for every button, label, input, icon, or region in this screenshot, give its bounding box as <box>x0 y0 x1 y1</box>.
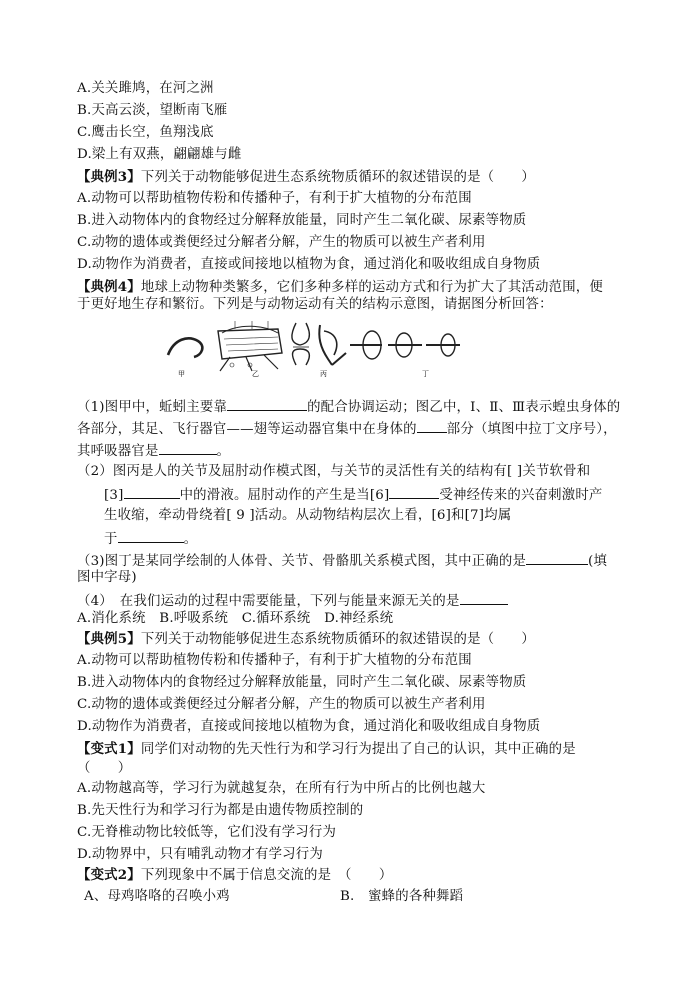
q1-line-2 <box>77 419 617 439</box>
q4-options: A.消化系统 B.呼吸系统 C.循环系统 D.神经系统 <box>77 611 394 626</box>
q1-line-1 <box>77 397 620 417</box>
example-5-option-b: B.进入动物体内的食物经过分解释放能量，同时产生二氧化碳、尿素等物质 <box>77 675 527 690</box>
example-5-stem <box>77 630 535 649</box>
q2-line-1: （2）图丙是人的关节及屈肘动作模式图，与关节的灵活性有关的结构有[ ]关节软骨和 <box>77 464 591 479</box>
figure-svg <box>160 313 470 379</box>
variant-2-tag: 【变式2】 <box>77 867 141 883</box>
variant-1-option-c: C.无脊椎动物比较低等，它们没有学习行为 <box>77 825 337 840</box>
q3-line-1 <box>77 551 607 571</box>
q3-blank[interactable] <box>526 551 588 565</box>
earthworm-drawing <box>168 338 202 357</box>
q2-text-d: 受神经传来的兴奋刺激时产 <box>439 488 603 503</box>
example-3-option-b: B.进入动物体内的食物经过分解释放能量，同时产生二氧化碳、尿素等物质 <box>77 213 527 228</box>
q1-text-c: 各部分，其足、飞行器官——翅等运动器官集中在身体的 <box>77 422 417 437</box>
example-3-text: 下列关于动物能够促进生态系统物质循环的叙述错误的是（ ） <box>140 170 536 185</box>
example-5-text: 下列关于动物能够促进生态系统物质循环的叙述错误的是（ ） <box>140 632 536 647</box>
q3-text-a: （3)图丁是某同学绘制的人体骨、关节、骨骼肌关系模式图，其中正确的是 <box>77 554 527 569</box>
variant-1-stem-2: （ ） <box>77 761 132 776</box>
q2-text-b: [3] <box>104 488 124 503</box>
example-3-option-c: C.动物的遗体或粪便经过分解者分解，产生的物质可以被生产者利用 <box>77 235 486 250</box>
variant-1-tag: 【变式1】 <box>77 741 141 757</box>
variant-1-text: 同学们对动物的先天性行为和学习行为提出了自己的认识，其中正确的是 <box>140 742 576 757</box>
joint-drawing <box>292 323 346 365</box>
variant-2-option-a: A、母鸡咯咯的召唤小鸡 <box>84 889 230 904</box>
variant-2-stem <box>77 866 392 885</box>
option-d: D.梁上有双燕，翩翩雄与雌 <box>77 147 242 162</box>
example-3-tag: 【典例3】 <box>77 169 141 185</box>
q1-blank-1[interactable] <box>227 397 307 411</box>
figure-label-bing: 丙 <box>320 370 327 378</box>
q1-text-b: 的配合协调运动；图乙中，Ⅰ、Ⅱ、Ⅲ表示蝗虫身体的 <box>307 400 621 415</box>
variant-2-text: 下列现象中不属于信息交流的是 （ ） <box>140 868 393 883</box>
q3-text-b: (填 <box>588 554 608 569</box>
q2-blank-1[interactable] <box>124 485 180 499</box>
q2-text-g: 。 <box>183 532 198 547</box>
q1-text-d: 部分（填图中拉丁文序号）， <box>446 422 617 437</box>
q2-line-4 <box>104 529 197 549</box>
q1-text-f: 。 <box>216 444 231 459</box>
example-5-option-c: C.动物的遗体或粪便经过分解者分解，产生的物质可以被生产者利用 <box>77 697 486 712</box>
q2-blank-2[interactable] <box>389 485 439 499</box>
example-5-option-d: D.动物作为消费者，直接或间接地以植物为食，通过消化和吸收组成自身物质 <box>77 719 541 734</box>
q2-line-3: 生收缩，牵动骨绕着[ 9 ]活动。从动物结构层次上看，[6]和[7]均属 <box>104 508 512 523</box>
q2-text-f: 于 <box>104 532 118 547</box>
example-3-option-d: D.动物作为消费者，直接或间接地以植物为食，通过消化和吸收组成自身物质 <box>77 257 541 272</box>
example-3-stem <box>77 168 535 187</box>
q2-blank-3[interactable] <box>118 529 184 543</box>
option-a: A.关关雎鸠，在河之洲 <box>77 81 214 96</box>
q3-line-2: 图中字母) <box>77 570 137 585</box>
q1-line-3 <box>77 441 230 461</box>
figure-label-yi: 乙 <box>252 370 259 378</box>
example-4-stem <box>77 278 603 297</box>
variant-1-option-d: D.动物界中，只有哺乳动物才有学习行为 <box>77 847 323 862</box>
example-5-tag: 【典例5】 <box>77 631 141 647</box>
variant-1-stem <box>77 740 576 759</box>
q2-text-c: 中的滑液。屈肘动作的产生是当[6] <box>179 488 390 503</box>
q1-blank-3[interactable] <box>159 441 217 455</box>
variant-2-option-b: B. 蜜蜂的各种舞蹈 <box>340 889 464 904</box>
q1-text-e: 其呼吸器官是 <box>77 444 159 459</box>
q4-text-a: （4） 在我们运动的过程中需要能量，下列与能量来源无关的是 <box>77 594 460 609</box>
motion-structure-figure <box>160 313 470 379</box>
variant-1-option-b: B.先天性行为和学习行为都是由遗传物质控制的 <box>77 803 364 818</box>
q2-line-2 <box>104 485 603 505</box>
example-5-option-a: A.动物可以帮助植物传粉和传播种子，有利于扩大植物的分布范围 <box>77 653 472 668</box>
example-4-tag: 【典例4】 <box>77 279 141 295</box>
option-c: C.鹰击长空，鱼翔浅底 <box>77 125 214 140</box>
variant-1-option-a: A.动物越高等，学习行为就越复杂，在所有行为中所占的比例也越大 <box>77 781 486 796</box>
q1-text-a: （1)图甲中，蚯蚓主要靠 <box>77 400 228 415</box>
example-4-stem-2: 于更好地生存和繁衍。下列是与动物运动有关的结构示意图，请据图分析回答： <box>77 297 553 312</box>
q4-blank[interactable] <box>460 591 508 605</box>
bone-joint-model-drawing <box>350 331 460 359</box>
option-b: B.天高云淡，望断南飞雁 <box>77 103 228 118</box>
q1-blank-2[interactable] <box>417 419 447 433</box>
example-3-option-a: A.动物可以帮助植物传粉和传播种子，有利于扩大植物的分布范围 <box>77 191 472 206</box>
q4-line-1 <box>77 591 508 611</box>
example-4-text-1: 地球上动物种类繁多，它们多种多样的运动方式和行为扩大了其活动范围，便 <box>140 280 603 295</box>
figure-label-ding: 丁 <box>422 370 429 378</box>
figure-label-jia: 甲 <box>178 370 185 378</box>
locust-drawing <box>218 321 282 371</box>
